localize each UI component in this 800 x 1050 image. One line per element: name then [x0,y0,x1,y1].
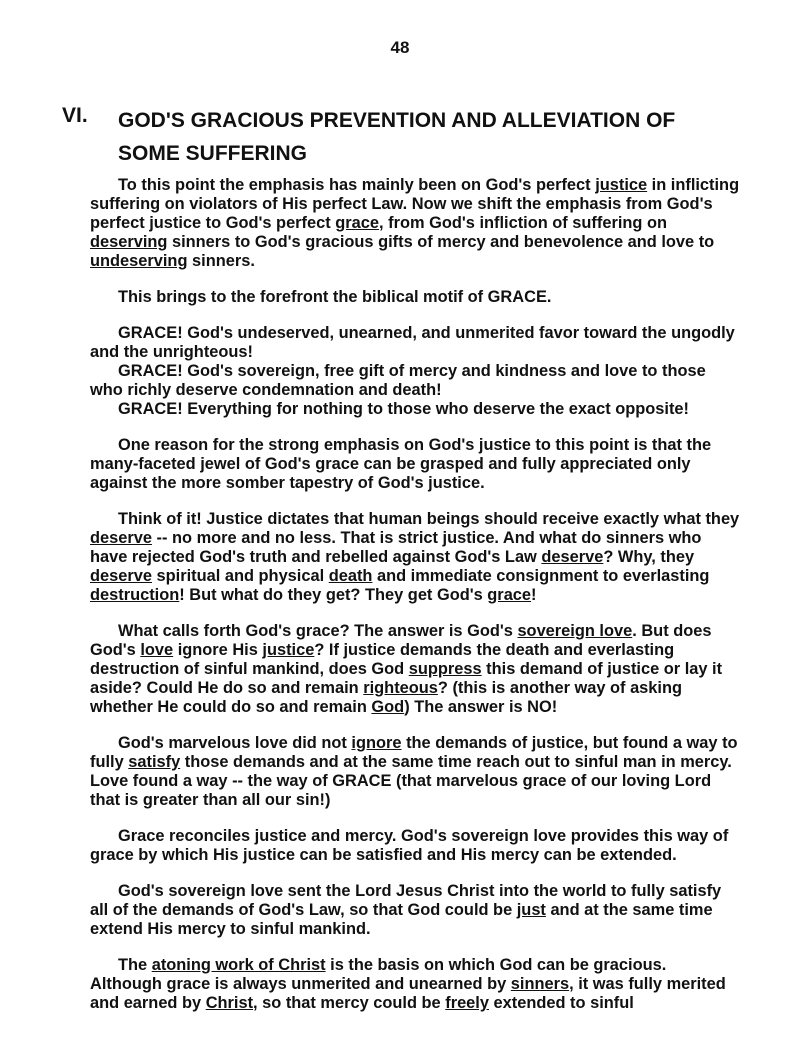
grace-line-1: GRACE! God's undeserved, unearned, and unmerited favor toward the ungodly and the unrighteous! [90,324,735,361]
underlined-text: undeserving [90,252,188,270]
text-run: To this point the emphasis has mainly been on God's perfect [118,176,596,194]
underlined-text: satisfy [128,753,181,771]
section-title-line-2: SOME SUFFERING [118,142,308,165]
text-run: spiritual and physical [151,567,329,585]
text-run: ) The answer is NO! [404,698,558,716]
text-run: God's sovereign love sent the Lord Jesus Christ into the world to fully satisfy all of the demands of God's Law, so that God could be [90,882,722,919]
text-run: ? Why, they [603,548,695,566]
text-run: those demands and at the same time reach out to sinful man in mercy. Love found a way -- the way of GRACE (that marvelous grace of our loving Lord that is greater than all our sin!) [90,753,732,809]
underlined-text: deserve [541,548,604,566]
paragraph-9 [90,882,740,939]
section-number: VI. [62,104,88,127]
section-title-line-1: GOD'S GRACIOUS PREVENTION AND ALLEVIATION OF [118,109,676,132]
paragraph-2: This brings to the forefront the biblical motif of GRACE. [118,288,552,306]
underlined-text: justice [595,176,648,194]
underlined-text: freely [445,994,489,1012]
text-run: Think of it! Justice dictates that human beings should receive exactly what they [118,510,740,528]
underlined-text: grace [487,586,532,604]
text-run: ! But what do they get? They get God's [179,586,488,604]
underlined-text: God [371,698,405,716]
text-run: , so that mercy could be [253,994,446,1012]
paragraph-1 [90,176,740,271]
underlined-text: grace [335,214,380,232]
text-run: -- no more and no less. That is strict justice. And what do sinners who have rejected God's truth and rebelled against God's Law [90,529,702,566]
paragraph-10 [90,956,740,1013]
text-run: ! [531,586,537,604]
text-run: God's marvelous love did not [118,734,352,752]
underlined-text: death [328,567,373,585]
text-run: the demands of justice, but found a way to fully [90,734,738,771]
paragraph-4: One reason for the strong emphasis on God's justice to this point is that the many-faceted jewel of God's grace can be grasped and fully appreciated only against the more somber tapestry of God's justice. [90,436,712,492]
paragraph-6 [90,622,740,717]
underlined-text: deserve [90,529,152,547]
underlined-text: sovereign love [517,622,633,640]
underlined-text: just [516,901,546,919]
grace-line-3: GRACE! Everything for nothing to those who deserve the exact opposite! [118,400,689,418]
paragraph-8: Grace reconciles justice and mercy. God's sovereign love provides this way of grace by which His justice can be satisfied and His mercy can be extended. [90,827,729,864]
underlined-text: deserving [90,233,168,251]
text-run: . But does God's [90,622,712,659]
grace-line-2: GRACE! God's sovereign, free gift of mercy and kindness and love to those who richly deserve condemnation and death! [90,362,706,399]
underlined-text: atoning work of Christ [151,956,326,974]
text-run: The [118,956,152,974]
text-run: this demand of justice or lay it aside? Could He do so and remain [90,660,723,697]
underlined-text: love [140,641,174,659]
text-run: and at the same time extend His mercy to sinful mankind. [90,901,713,938]
paragraph-5 [90,510,740,605]
text-run: What calls forth God's grace? The answer is God's [118,622,518,640]
text-run: sinners to God's gracious gifts of mercy and benevolence and love to [167,233,715,251]
text-run: in inflicting suffering on violators of His perfect Law. Now we shift the emphasis from God's perfect justice to God's perfect [90,176,740,232]
text-run: sinners. [187,252,255,270]
text-run: ? If justice demands the death and everlasting destruction of sinful mankind, does God [90,641,675,678]
section-title [118,104,768,170]
paragraph-7 [90,734,740,810]
text-run: and immediate consignment to everlasting [372,567,710,585]
underlined-text: Christ [205,994,254,1012]
underlined-text: sinners [510,975,570,993]
body-text [90,176,740,1013]
text-run: extended to sinful [488,994,634,1012]
underlined-text: ignore [351,734,402,752]
underlined-text: righteous [363,679,438,697]
text-run: , from God's infliction of suffering on [379,214,667,232]
underlined-text: suppress [408,660,482,678]
text-run: ignore His [173,641,263,659]
underlined-text: deserve [90,567,152,585]
underlined-text: justice [262,641,315,659]
text-run: , it was fully merited and earned by [90,975,726,1012]
text-run: is the basis on which God can be gracious. Although grace is always unmerited and unearned by [90,956,667,993]
text-run: ? (this is another way of asking whether He could do so and remain [90,679,682,716]
page-number: 48 [390,38,410,57]
underlined-text: destruction [90,586,180,604]
